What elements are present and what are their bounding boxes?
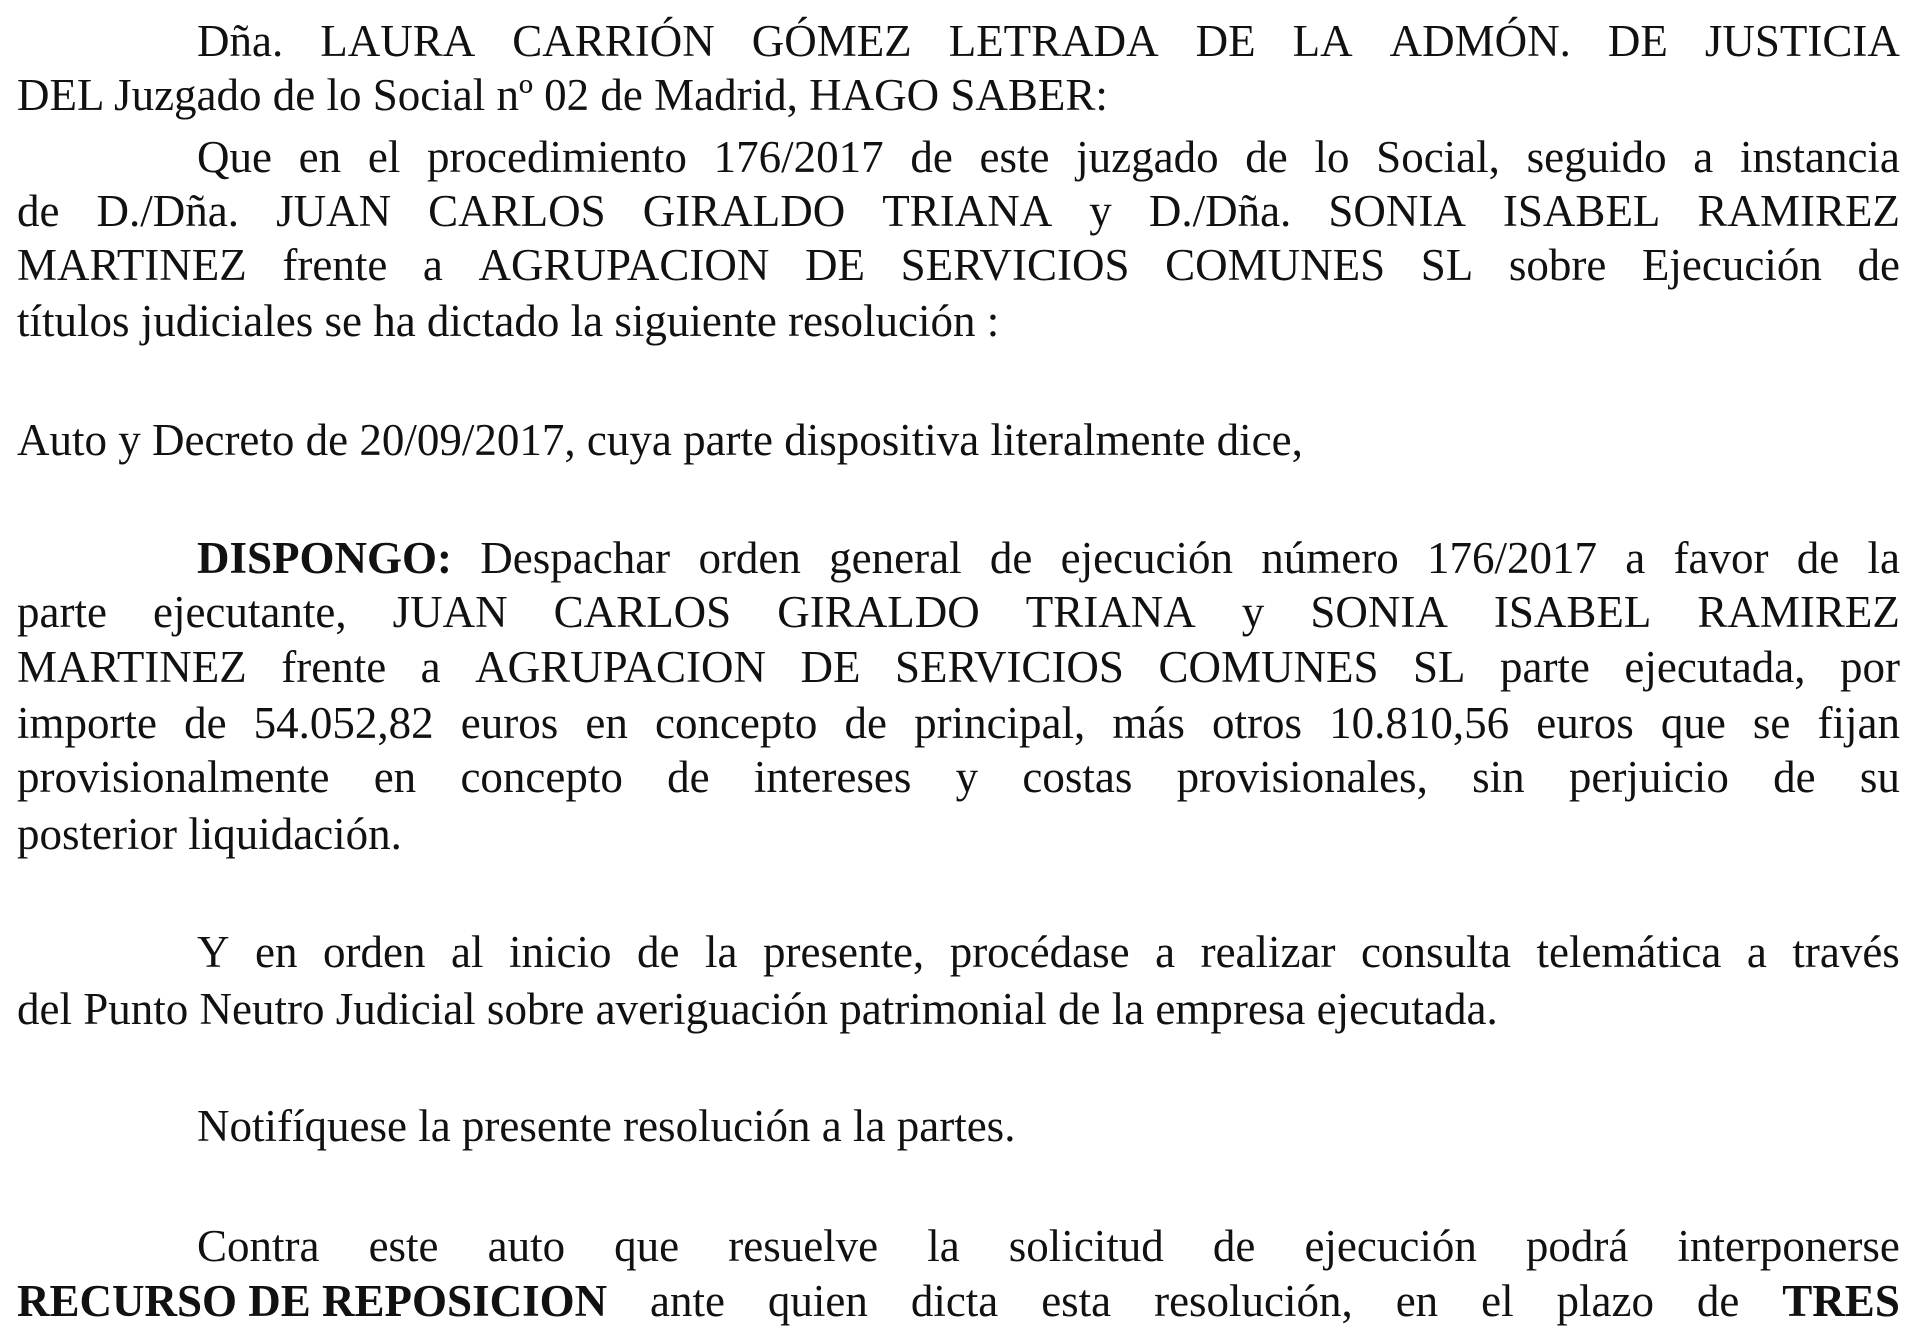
word: DE [800, 642, 861, 692]
word: 176/2017 [1427, 533, 1598, 583]
word: ISABEL [1502, 186, 1661, 236]
word: AGRUPACION [475, 642, 767, 692]
word: su [1859, 752, 1900, 802]
word: COMUNES [1158, 642, 1379, 692]
word: Ejecución [1641, 240, 1822, 290]
word: quien [767, 1276, 868, 1326]
procedimiento-line-1 [197, 132, 1900, 182]
notifiquese-line: Notifíquese la presente resolución a la partes. [197, 1101, 1016, 1151]
word: de [1212, 1221, 1256, 1271]
word: provisionalmente [17, 752, 330, 802]
word: provisionales, [1176, 752, 1428, 802]
word: concepto [460, 752, 623, 802]
word: esta [1041, 1276, 1112, 1326]
word: SL [1420, 240, 1474, 290]
word: consulta [1360, 927, 1511, 977]
word: interponerse [1677, 1221, 1900, 1271]
contra-line-2 [17, 1276, 1900, 1326]
bold-word: TRES [1782, 1276, 1900, 1326]
word: DE [1607, 16, 1668, 66]
word: seguido [1526, 132, 1667, 182]
word: fijan [1817, 698, 1900, 748]
word: perjuicio [1568, 752, 1729, 802]
word: resuelve [728, 1221, 879, 1271]
word: LETRADA [948, 16, 1159, 66]
word: ADMÓN. [1389, 16, 1571, 66]
word: RAMIREZ [1697, 186, 1900, 236]
word: que [614, 1221, 680, 1271]
word: MARTINEZ [17, 240, 247, 290]
word: de [667, 752, 710, 802]
word: instancia [1739, 132, 1900, 182]
word: de [17, 186, 60, 236]
word: TRIANA [882, 186, 1053, 236]
procedimiento-line-2 [17, 186, 1900, 236]
word: importe [17, 698, 157, 748]
word: GÓMEZ [751, 16, 912, 66]
word: JUAN [392, 587, 508, 637]
word: a [1155, 927, 1176, 977]
word: COMUNES [1165, 240, 1386, 290]
word: orden [698, 533, 801, 583]
procedimiento-line-4: títulos judiciales se ha dictado la siguiente resolución : [17, 296, 1000, 346]
dispongo-line-5 [17, 752, 1900, 802]
word: que [1660, 698, 1726, 748]
word: TRIANA [1025, 587, 1196, 637]
word: GIRALDO [777, 587, 980, 637]
word: Social, [1376, 132, 1500, 182]
word: este [368, 1221, 439, 1271]
bold-word: RECURSO DE REPOSICION [17, 1276, 608, 1326]
intro-line-2: DEL Juzgado de lo Social nº 02 de Madrid, HAGO SABER: [17, 70, 1108, 120]
word: a [420, 642, 441, 692]
intro-line-1 [197, 16, 1900, 66]
word: 176/2017 [713, 132, 884, 182]
dispongo-line-6: posterior liquidación. [17, 809, 402, 859]
word: JUSTICIA [1704, 16, 1900, 66]
word: otros [1212, 698, 1303, 748]
word: realizar [1200, 927, 1336, 977]
word: sin [1472, 752, 1525, 802]
word: telemática [1536, 927, 1722, 977]
word: ejecutada, [1624, 642, 1806, 692]
word: lo [1314, 132, 1350, 182]
word: en [373, 752, 417, 802]
word: LA [1292, 16, 1353, 66]
word: ISABEL [1493, 587, 1652, 637]
word: Contra [197, 1221, 320, 1271]
word: D./Dña. [1148, 186, 1292, 236]
word: 54.052,82 [253, 698, 434, 748]
word: y [1089, 186, 1112, 236]
word: procédase [949, 927, 1130, 977]
word: de [1245, 132, 1288, 182]
consulta-line-1 [197, 927, 1900, 977]
word: y [1241, 587, 1265, 637]
word: parte [1499, 642, 1590, 692]
word: en [585, 698, 628, 748]
contra-line-1 [197, 1221, 1900, 1271]
word: presente, [763, 927, 925, 977]
word: la [705, 927, 738, 977]
word: en [298, 132, 342, 182]
word: GIRALDO [642, 186, 846, 236]
word: sobre [1508, 240, 1607, 290]
word: 10.810,56 [1329, 698, 1510, 748]
dispongo-line-3 [17, 642, 1900, 692]
word: juzgado [1076, 132, 1219, 182]
word: de [184, 698, 227, 748]
word: plazo [1556, 1276, 1654, 1326]
word: Dña. [197, 16, 284, 66]
word: la [927, 1221, 960, 1271]
consulta-line-2: del Punto Neutro Judicial sobre averiguación patrimonial de la empresa ejecutada. [17, 984, 1498, 1034]
dispongo-line-4 [17, 698, 1900, 748]
procedimiento-line-3 [17, 240, 1900, 290]
word: de [637, 927, 680, 977]
word: Despachar [480, 533, 671, 583]
word: solicitud [1008, 1221, 1164, 1271]
word: la [1867, 533, 1900, 583]
word: DE [804, 240, 865, 290]
word: en [1395, 1276, 1439, 1326]
word: concepto [654, 698, 818, 748]
word: el [367, 132, 401, 182]
word: a [422, 240, 443, 290]
word: dicta [910, 1276, 999, 1326]
word: euros [460, 698, 559, 748]
word: auto [487, 1221, 566, 1271]
word: de [910, 132, 953, 182]
word: el [1481, 1276, 1514, 1326]
word: SL [1412, 642, 1466, 692]
dispongo-line-1 [197, 533, 1900, 583]
word: de [1696, 1276, 1740, 1326]
word: SONIA [1328, 186, 1466, 236]
word: MARTINEZ [17, 642, 247, 692]
word: a [1625, 533, 1646, 583]
word: en [255, 927, 298, 977]
word: favor [1673, 533, 1769, 583]
word: más [1112, 698, 1185, 748]
word: parte [17, 587, 107, 637]
word: a [1746, 927, 1767, 977]
word: ejecutante, [152, 587, 347, 637]
word: SERVICIOS [900, 240, 1130, 290]
word: principal, [914, 698, 1086, 748]
word: SERVICIOS [895, 642, 1124, 692]
word: este [979, 132, 1050, 182]
word: de [1796, 533, 1840, 583]
word: intereses [753, 752, 912, 802]
word: AGRUPACION [478, 240, 770, 290]
word: frente [282, 240, 388, 290]
word: de [989, 533, 1033, 583]
word: procedimiento [427, 132, 687, 182]
word: general [829, 533, 962, 583]
dispongo-heading: DISPONGO: [197, 533, 453, 583]
word: podrá [1525, 1221, 1629, 1271]
word: CARRIÓN [512, 16, 715, 66]
word: costas [1022, 752, 1133, 802]
word: euros [1536, 698, 1634, 748]
word: por [1840, 642, 1900, 692]
auto-line: Auto y Decreto de 20/09/2017, cuya parte dispositiva literalmente dice, [17, 415, 1303, 465]
word: CARLOS [428, 186, 606, 236]
word: de [844, 698, 887, 748]
word: través [1792, 927, 1900, 977]
word: DE [1195, 16, 1256, 66]
word: orden [323, 927, 426, 977]
word: de [1857, 240, 1900, 290]
word: inicio [509, 927, 612, 977]
word: CARLOS [553, 587, 732, 637]
word: y [955, 752, 979, 802]
word: ejecución [1304, 1221, 1477, 1271]
dispongo-line-2 [17, 587, 1900, 637]
word: JUAN [276, 186, 392, 236]
word: frente [281, 642, 387, 692]
word: Que [197, 132, 272, 182]
word: RAMIREZ [1697, 587, 1900, 637]
word: Y [197, 927, 230, 977]
word: número [1261, 533, 1399, 583]
word: SONIA [1310, 587, 1448, 637]
word: de [1773, 752, 1816, 802]
word: resolución, [1154, 1276, 1353, 1326]
word: ejecución [1060, 533, 1234, 583]
word: D./Dña. [96, 186, 240, 236]
word: LAURA [320, 16, 476, 66]
word: al [451, 927, 484, 977]
word: a [1693, 132, 1714, 182]
word: ante [650, 1276, 725, 1326]
word: se [1752, 698, 1791, 748]
